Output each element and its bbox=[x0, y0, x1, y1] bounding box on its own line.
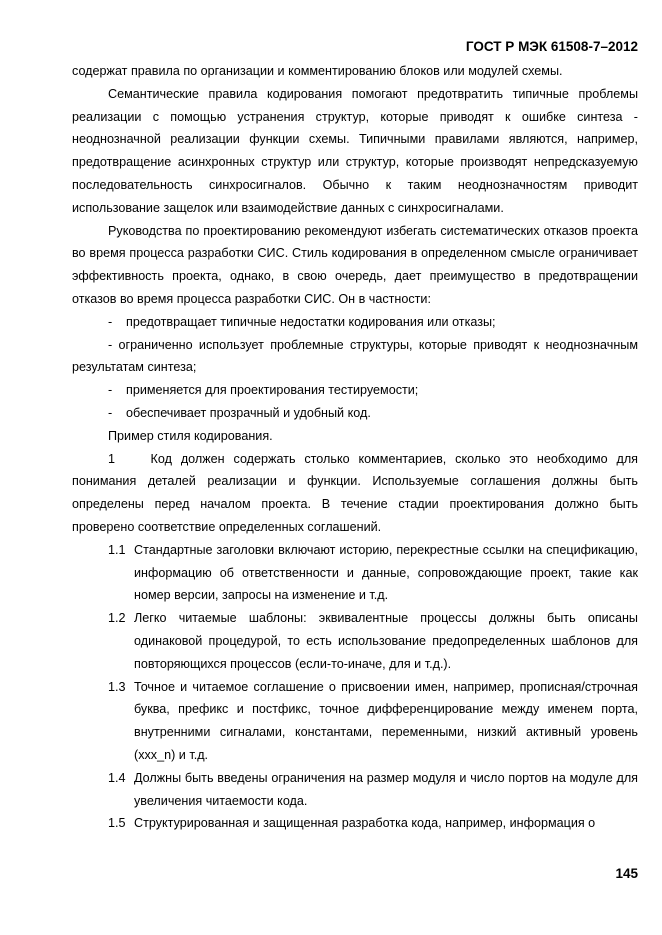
paragraph: содержат правила по организации и комментированию блоков или модулей схемы. bbox=[72, 64, 563, 78]
example-heading: Пример стиля кодирования. bbox=[108, 428, 273, 443]
sub-item-text: Должны быть введены ограничения на размер модуля и число портов на модуле для увеличения читаемости кода. bbox=[134, 770, 638, 808]
sub-item-text: Стандартные заголовки включают историю, перекрестные ссылки на спецификацию, информацию об ответственности и данные, сопровождающие проект, такие как номер версии, запросы на изменение и т.д. bbox=[134, 542, 638, 603]
sub-item-number: 1.4 bbox=[108, 770, 126, 785]
list-item-text: ограниченно использует проблемные структуры, которые приводят к неоднозначным результатам синтеза; bbox=[72, 337, 638, 375]
list-item-text: обеспечивает прозрачный и удобный код. bbox=[126, 405, 371, 420]
list-item bbox=[72, 334, 638, 380]
item-number: 1 bbox=[108, 451, 116, 466]
list-item bbox=[72, 311, 638, 334]
sub-item bbox=[72, 607, 638, 675]
dash-marker: - bbox=[108, 383, 113, 398]
list-item bbox=[72, 379, 638, 402]
page-number: 145 bbox=[615, 866, 638, 881]
paragraph: Семантические правила кодирования помогают предотвратить типичные проблемы реализации с помощью устранения структур, которые приводят к ошибке синтеза - неоднозначной реализации функции схемы. Типичными правилами являются, например, предотвращение асинхронных структур или структур, которые производят непредсказуемую последовательность синхросигналов. Обычно к таким неоднозначностям приводит использование защелок или взаимодействие данных с синхросигналами. bbox=[72, 86, 638, 215]
sub-item-text: Легко читаемые шаблоны: эквивалентные процессы должны быть описаны одинаковой процедурой, то есть использование предопределенных шаблонов для повторяющихся процессов (если-то-иначе, для и т.д.). bbox=[134, 611, 638, 671]
list-item-text: применяется для проектирования тестируемости; bbox=[126, 383, 419, 398]
sub-item bbox=[72, 767, 638, 813]
paragraph: Руководства по проектированию рекомендуют избегать систематических отказов проекта во время процесса разработки СИС. Стиль кодирования в определенном смысле ограничивает эффективность проекта, однако, в свою очередь, дает преимущество в предотвращении отказов во время процесса разработки СИС. Он в частности: bbox=[72, 223, 638, 306]
sub-item-number: 1.2 bbox=[108, 611, 126, 626]
sub-item bbox=[72, 539, 638, 607]
item-text: Код должен содержать столько комментариев, сколько это необходимо для понимания деталей реализации и функции. Используемые соглашения должны быть определены перед началом проекта. В течение стадии проектирования должно быть проверено соответствие определенных соглашений. bbox=[72, 451, 638, 534]
dash-marker: - bbox=[108, 405, 113, 420]
sub-item-text: Точное и читаемое соглашение о присвоении имен, например, прописная/строчная буква, префикс и постфикс, точное дифференцирование между именем порта, внутренними сигналами, константами, переменными, низкий активный уровень (xxx_n) и т.д. bbox=[134, 679, 638, 762]
dash-marker: - bbox=[108, 314, 113, 329]
numbered-item bbox=[72, 448, 638, 539]
list-item bbox=[72, 402, 638, 425]
page-body bbox=[72, 60, 638, 835]
sub-item-number: 1.1 bbox=[108, 542, 126, 557]
sub-item bbox=[72, 812, 638, 835]
sub-item-number: 1.5 bbox=[108, 816, 126, 831]
sub-item-number: 1.3 bbox=[108, 679, 126, 694]
dash-marker: - bbox=[108, 337, 113, 352]
list-item-text: предотвращает типичные недостатки кодирования или отказы; bbox=[126, 314, 496, 329]
sub-item-text: Структурированная и защищенная разработка кода, например, информация о bbox=[134, 816, 596, 831]
document-header: ГОСТ Р МЭК 61508-7–2012 bbox=[465, 39, 638, 54]
sub-item bbox=[72, 676, 638, 767]
